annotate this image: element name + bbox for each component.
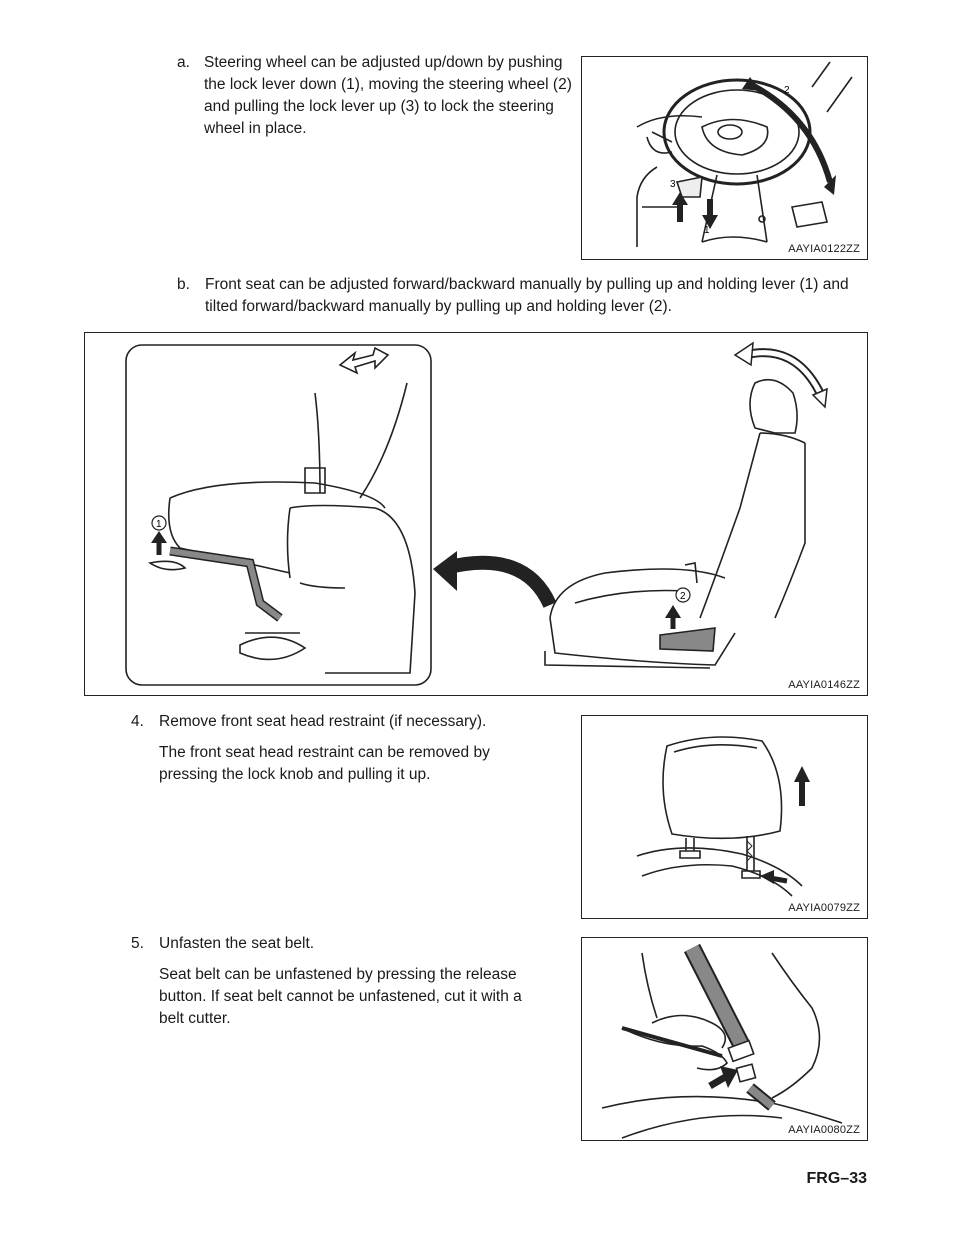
steering-wheel-figure (581, 56, 868, 260)
step-b-text: Front seat can be adjusted forward/backward manually by pulling up and holding lever (1) and tilted forward/backward manually by pulling up and holding lever (2). (205, 276, 849, 315)
seat-belt-illustration (582, 938, 869, 1142)
step-a-text: Steering wheel can be adjusted up/down by pushing the lock lever down (1), moving the steering wheel (2) and pulling the lock lever up (3) to lock the steering wheel in place. (204, 54, 572, 137)
seat-callout-1: 1 (156, 519, 162, 530)
callout-3: 3 (670, 179, 676, 190)
front-seat-figure (84, 332, 868, 696)
seat-belt-figure (581, 937, 868, 1141)
head-restraint-figure (581, 715, 868, 919)
step-4-marker: 4. (131, 713, 144, 730)
step-5-heading: Unfasten the seat belt. (159, 935, 315, 952)
page-number: FRG–33 (806, 1170, 867, 1187)
step-5-marker: 5. (131, 935, 144, 952)
callout-2: 2 (784, 85, 790, 96)
figure-id: AAYIA0146ZZ (788, 679, 860, 691)
figure-id: AAYIA0080ZZ (788, 1124, 860, 1136)
seat-callout-2: 2 (680, 591, 686, 602)
step-4-text: The front seat head restraint can be removed by pressing the lock knob and pulling it up. (159, 744, 490, 783)
step-a-marker: a. (177, 54, 190, 71)
step-4-heading: Remove front seat head restraint (if necessary). (159, 713, 487, 730)
figure-id: AAYIA0079ZZ (788, 902, 860, 914)
step-b-marker: b. (177, 276, 190, 293)
head-restraint-illustration (582, 716, 869, 920)
figure-id: AAYIA0122ZZ (788, 243, 860, 255)
steering-wheel-illustration (582, 57, 869, 261)
callout-1: 1 (704, 225, 710, 236)
step-5-text: Seat belt can be unfastened by pressing the release button. If seat belt cannot be unfastened, cut it with a belt cutter. (159, 966, 522, 1027)
front-seat-illustration (85, 333, 869, 697)
